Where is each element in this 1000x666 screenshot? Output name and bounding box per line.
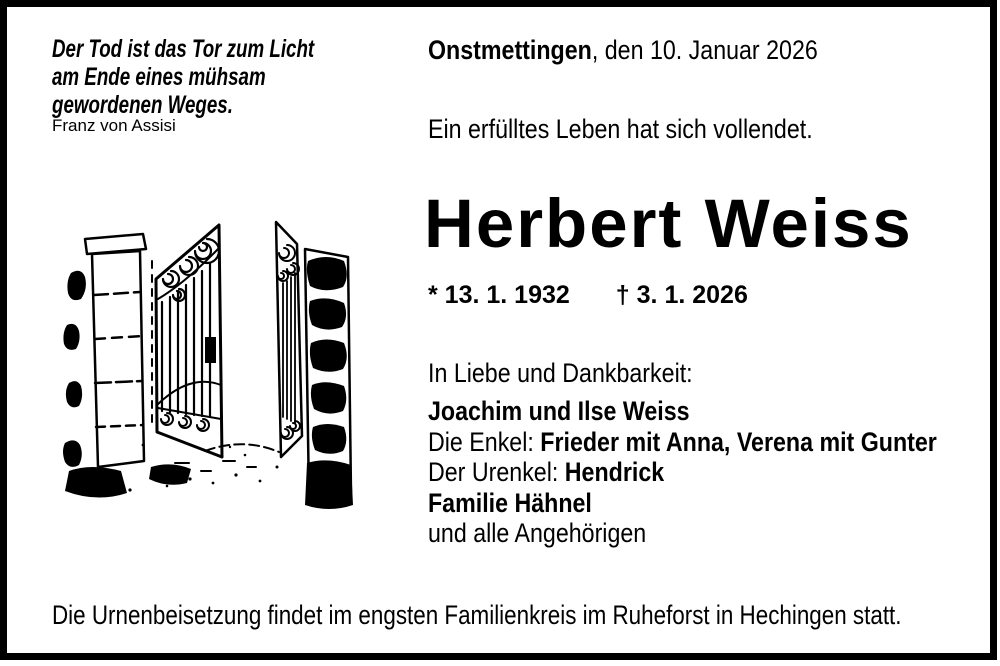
mourner-line: Der Urenkel: Hendrick (428, 457, 665, 487)
mourner-line: und alle Angehörigen (428, 518, 647, 548)
death-date: † 3. 1. 2026 (615, 281, 748, 309)
open-gate-drawing (55, 205, 355, 515)
birth-date: * 13. 1. 1932 (428, 281, 570, 309)
intro-sentence: Ein erfülltes Leben hat sich vollendet. (428, 114, 813, 144)
open-gate-illustration (55, 205, 355, 515)
deceased-name: Herbert Weiss (424, 185, 913, 262)
quote-line: Der Tod ist das Tor zum Licht (52, 35, 315, 63)
mourner-line: Familie Hähnel (428, 487, 592, 518)
quote-block (52, 35, 314, 119)
mourner-line: Joachim und Ilse Weiss (428, 396, 690, 426)
date-text: , den 10. Januar 2026 (591, 35, 818, 65)
city-dateline (428, 35, 818, 66)
mourner-line: Die Enkel: Frieder mit Anna, Verena mit Gunter (428, 426, 937, 457)
city-name: Onstmettingen (428, 35, 592, 65)
salutation: In Liebe und Dankbarkeit: (428, 358, 693, 388)
quote-line: am Ende eines mühsam (52, 63, 266, 91)
quote-line: gewordenen Weges. (52, 91, 233, 119)
funeral-info: Die Urnenbeisetzung findet im engsten Familienkreis im Ruheforst in Hechingen statt. (52, 600, 902, 630)
mourners-list (428, 396, 1000, 549)
quote-attribution: Franz von Assisi (52, 116, 176, 135)
life-dates (428, 281, 748, 310)
